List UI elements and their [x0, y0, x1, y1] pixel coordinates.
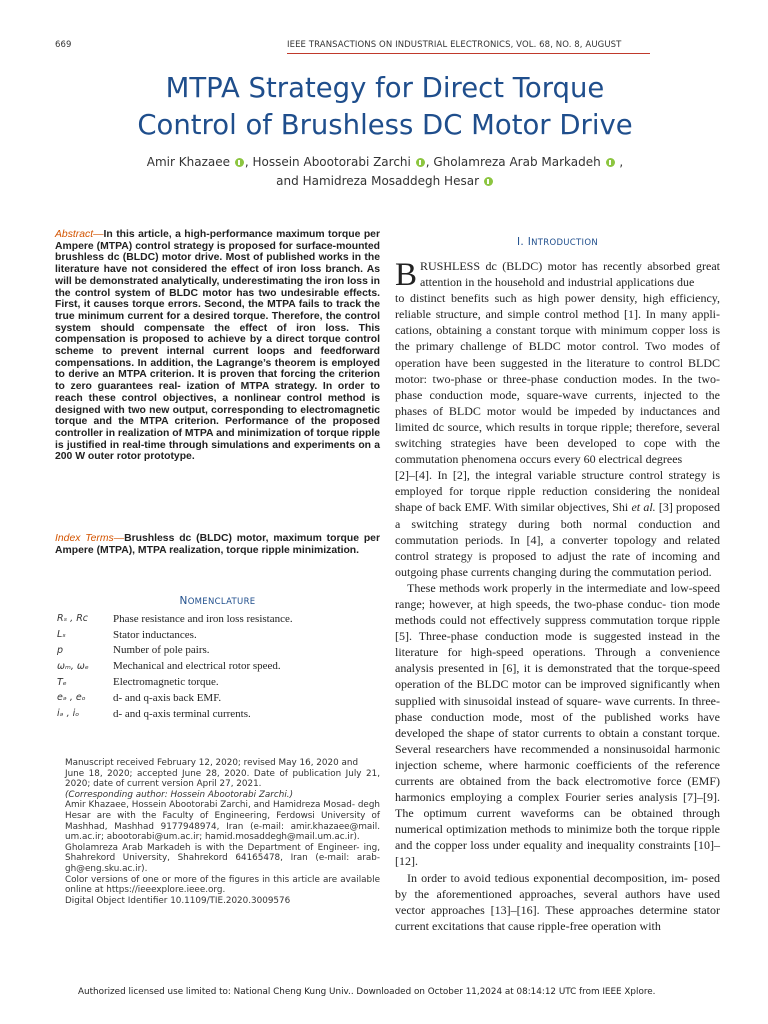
- intro-paragraph-3: In order to avoid tedious exponential decomposition, im- posed by the aforementioned approaches, several authors have used vector approaches [13]–[16]. These approaches determine stator current excitations that cause ripple-free operation with: [395, 870, 720, 933]
- footnote: Amir Khazaee, Hossein Abootorabi Zarchi, and Hamidreza Mosad- degh Hesar are with the Faculty of Engineering, Ferdowsi University of Mashhad, Mashhad 9177948974, Iran (e-mail: amir.khazaee@mail. um.ac.ir; abootorabi@um.ac.ir; hamid.mosaddegh@mail.um.ac.ir).: [65, 800, 380, 843]
- nomenclature-row: [57, 674, 387, 690]
- footnote: June 18, 2020; accepted June 28, 2020. Date of publication July 21, 2020; date of current version April 27, 2021.: [65, 768, 380, 790]
- introduction-body: [395, 258, 720, 934]
- nomenclature-definition: Electromagnetic torque.: [113, 676, 219, 689]
- nomenclature-symbol: Tₑ: [57, 676, 67, 688]
- author-list: [40, 153, 730, 191]
- nomenclature-table: [57, 611, 387, 722]
- journal-header: IEEE TRANSACTIONS ON INDUSTRIAL ELECTRONICS, VOL. 68, NO. 8, AUGUST: [287, 40, 622, 50]
- title-line-1: MTPA Strategy for Direct Torque: [165, 72, 605, 104]
- nomenclature-symbol: eₔ , eₒ: [57, 692, 86, 704]
- orcid-icon[interactable]: [235, 158, 244, 167]
- manuscript-footnotes: [65, 758, 380, 906]
- nomenclature-definition: Mechanical and electrical rotor speed.: [113, 660, 281, 673]
- orcid-icon[interactable]: [416, 158, 425, 167]
- nomenclature-symbol: iₔ , iₒ: [57, 708, 80, 720]
- paper-title: [40, 70, 730, 144]
- title-line-2: Control of Brushless DC Motor Drive: [137, 109, 633, 141]
- orcid-icon[interactable]: [484, 177, 493, 186]
- nomenclature-definition: d- and q-axis back EMF.: [113, 691, 222, 704]
- nomenclature-definition: Phase resistance and iron loss resistance.: [113, 612, 293, 625]
- nomenclature-row: [57, 643, 387, 659]
- index-terms: [55, 533, 380, 556]
- author-separator: ,: [615, 155, 624, 169]
- nomenclature-row: [57, 611, 387, 627]
- intro-paragraph-1: BRUSHLESS dc (BLDC) motor has recently absorbed great attention in the household and industrial applications due: [395, 257, 720, 293]
- author-name: , Gholamreza Arab Markadeh: [425, 155, 601, 169]
- nomenclature-definition: Number of pole pairs.: [113, 644, 210, 657]
- abstract-text: In this article, a high-performance maximum torque per Ampere (MTPA) control strategy is proposed for surface-mounted brushless dc (BLDC) motor drive. Most of published works in the literature have not considered the effect of iron loss branch. As will be demonstrated analytically, underestimating the iron loss in the control system of BLDC motor has two undesirable effects. First, it causes torque errors. Second, the MTPA fails to track the true minimum current for a desired torque. Therefore, the control system should compensate the effect of iron loss. This compensation is proposed to achieve by a direct torque control scheme to prevent internal current loops and feedforward compensations. In addition, the Lagrange’s theorem is employed to derive an MTPA criterion. It is proven that forcing the criterion to zero guarantees real- ization of MTPA strategy. In order to reach these control objectives, a nonlinear control method is designed with two new output, corresponding to electromagnetic torque and the MTPA criterion. Performance of the proposed controller in realization of MTPA and minimization of torque ripple is justified in real-time through simulations and experiments on a 200 W outer rotor prototype.: [55, 229, 381, 463]
- nomenclature-row: [57, 706, 387, 722]
- footnote: Gholamreza Arab Markadeh is with the Department of Engineer- ing, Shahrekord University, Shahrekord 64165478, Iran (e-mail: arab- gh@eng.sku.ac.ir).: [65, 842, 380, 874]
- section-heading-introduction: I. INTRODUCTION: [517, 236, 598, 248]
- nomenclature-symbol: ωₘ, ωₑ: [57, 660, 89, 672]
- footnote: Manuscript received February 12, 2020; revised May 16, 2020 and: [65, 758, 359, 768]
- header-rule: [287, 53, 650, 54]
- intro-paragraph-1-rest: to distinct benefits such as high power density, high efficiency, reliable structure, and simple control method [1]. In many appli- cations, obtaining a constant torque with minimum copper loss is the primary challenge of BLDC motor control. Two modes of operation have been suggested in the literature to control BLDC motor: two-phase or three-phase conduction modes. In the two-phase conduction mode, square-wave currents, injected to the phases of BLDC motor would be impeded by inductances and limited dc source, which results in torque ripple; therefore, several switching strategies have been developed to cope with the commutation phenomena occurs every 60 electrical degrees: [395, 291, 720, 467]
- footnote: Color versions of one or more of the figures in this article are available online at https://ieeexplore.ieee.org.: [65, 874, 380, 896]
- doi-note: Digital Object Identifier 10.1109/TIE.2020.3009576: [65, 895, 291, 906]
- nomenclature-row: [57, 690, 387, 706]
- abstract: [55, 229, 380, 463]
- intro-paragraph-1-cont: [2]–[4]. In [2], the integral variable structure control strategy is employed for torque ripple reduction considering the nonideal shape of back EMF. With similar objectives, Shi et al. [3] proposed a switching strategy during both normal conduction and commutation periods. In [4], a converter topology and related control strategy is proposed to adjust the rate of incoming and outgoing phase currents changing during the commutation period.: [395, 468, 721, 579]
- corresponding-author-note: (Corresponding author: Hossein Abootorabi Zarchi.): [65, 789, 293, 800]
- nomenclature-definition: d- and q-axis terminal currents.: [113, 707, 251, 720]
- index-terms-lead: Index Terms—: [55, 533, 125, 544]
- abstract-lead: Abstract—: [55, 229, 104, 240]
- nomenclature-row: [57, 627, 387, 643]
- intro-paragraph-2: These methods work properly in the intermediate and low-speed range; however, at high speeds, the two-phase conduc- tion mode methods could not effectively suppress commutation torque ripple [5]. Three-phase conduction mode is suggested instead in the literature for high-speed operations. Through a convenience analysis presented in [6], it is demonstrated that the torque-speed operation of the BLDC motor can be improved significantly when supplied with sinusoidal instead of square- wave currents. In three-phase conduction mode, most of the published works have developed the shape of stator currents to obtain a constant torque. Several researchers have recommended a nonsinusoidal harmonic injection scheme, where harmonic coefficients of the reference currents are obtained from the back electromotive force (EMF) harmonics employing a complex Fourier series analysis [7]–[9]. The optimum current waveforms can be obtained through numerical optimization methods to minimize both the torque ripple and the copper loss under equality and inequality constraints [10]–[12].: [395, 580, 720, 869]
- nomenclature-symbol: Lₛ: [57, 629, 66, 641]
- nomenclature-heading: NOMENCLATURE: [179, 595, 256, 607]
- nomenclature-definition: Stator inductances.: [113, 628, 197, 641]
- index-terms-text: Brushless dc (BLDC) motor, maximum torque per Ampere (MTPA), MTPA realization, torque ripple minimization.: [55, 533, 380, 556]
- authors-line-2: [40, 172, 730, 191]
- nomenclature-row: [57, 658, 387, 674]
- author-name: , Hossein Abootorabi Zarchi: [244, 155, 411, 169]
- nomenclature-symbol: Rₛ , Rᴄ: [57, 613, 89, 625]
- nomenclature-symbol: p: [57, 644, 64, 656]
- page-number: 669: [55, 40, 72, 50]
- license-footer: Authorized licensed use limited to: National Cheng Kung Univ.. Downloaded on October 11,2024 at 08:14:12 UTC from IEEE Xplore.: [78, 987, 656, 997]
- author-name: Amir Khazaee: [146, 155, 231, 169]
- drop-cap: B: [395, 257, 418, 293]
- author-name: and Hamidreza Mosaddegh Hesar: [276, 174, 479, 188]
- orcid-icon[interactable]: [606, 158, 615, 167]
- authors-line-1: [40, 153, 730, 172]
